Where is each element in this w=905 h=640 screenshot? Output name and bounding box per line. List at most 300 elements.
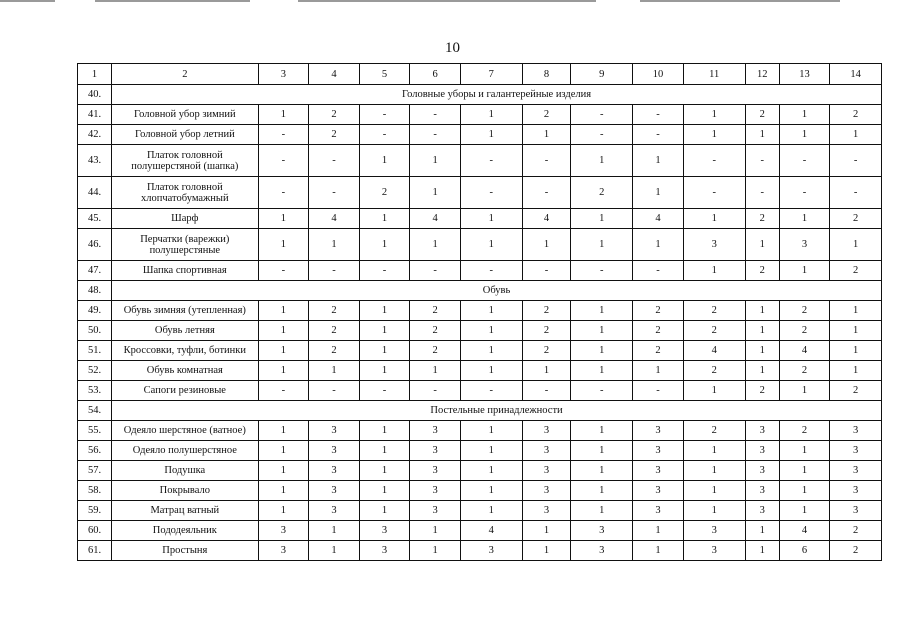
value-cell: 1: [258, 441, 309, 461]
value-cell: 3: [683, 229, 745, 261]
section-title: Обувь: [112, 281, 882, 301]
value-cell: 1: [571, 501, 633, 521]
value-cell: 1: [460, 361, 522, 381]
item-name: Матрац ватный: [112, 501, 259, 521]
row-number: 49.: [78, 301, 112, 321]
value-cell: 1: [571, 481, 633, 501]
table-row: [78, 209, 882, 229]
value-cell: 2: [745, 105, 779, 125]
scan-edge-line: [298, 0, 596, 2]
value-cell: -: [359, 381, 410, 401]
value-cell: -: [359, 105, 410, 125]
value-cell: 2: [683, 421, 745, 441]
value-cell: 2: [633, 321, 684, 341]
value-cell: 1: [410, 177, 461, 209]
scan-edge-line: [95, 0, 250, 2]
item-name: Головной убор зимний: [112, 105, 259, 125]
row-number: 55.: [78, 421, 112, 441]
column-number-cell: 11: [683, 64, 745, 85]
table-row: [78, 461, 882, 481]
row-number: 45.: [78, 209, 112, 229]
value-cell: 3: [522, 441, 571, 461]
value-cell: 3: [410, 461, 461, 481]
value-cell: 3: [633, 461, 684, 481]
value-cell: 1: [460, 481, 522, 501]
value-cell: 3: [633, 501, 684, 521]
value-cell: -: [683, 145, 745, 177]
value-cell: 2: [359, 177, 410, 209]
value-cell: 1: [779, 501, 830, 521]
value-cell: 1: [683, 481, 745, 501]
value-cell: -: [779, 145, 830, 177]
value-cell: 1: [571, 145, 633, 177]
value-cell: 3: [258, 541, 309, 561]
value-cell: 1: [830, 301, 882, 321]
value-cell: 1: [745, 125, 779, 145]
value-cell: 2: [830, 521, 882, 541]
value-cell: 1: [359, 321, 410, 341]
item-name: Обувь летняя: [112, 321, 259, 341]
value-cell: 3: [359, 521, 410, 541]
value-cell: 2: [830, 381, 882, 401]
row-number: 47.: [78, 261, 112, 281]
value-cell: 2: [745, 261, 779, 281]
value-cell: 1: [460, 501, 522, 521]
value-cell: -: [258, 145, 309, 177]
row-number: 58.: [78, 481, 112, 501]
value-cell: 1: [460, 229, 522, 261]
value-cell: -: [460, 145, 522, 177]
value-cell: 1: [522, 229, 571, 261]
value-cell: 2: [779, 321, 830, 341]
table-row: [78, 541, 882, 561]
value-cell: 3: [309, 501, 360, 521]
table-row: [78, 501, 882, 521]
value-cell: 1: [745, 361, 779, 381]
value-cell: 3: [745, 441, 779, 461]
column-number-cell: 5: [359, 64, 410, 85]
value-cell: 3: [522, 481, 571, 501]
row-number: 46.: [78, 229, 112, 261]
item-name: Шапка спортивная: [112, 261, 259, 281]
value-cell: 4: [410, 209, 461, 229]
section-title: Головные уборы и галантерейные изделия: [112, 85, 882, 105]
value-cell: 3: [571, 541, 633, 561]
value-cell: -: [410, 261, 461, 281]
value-cell: 1: [633, 177, 684, 209]
value-cell: 3: [745, 501, 779, 521]
value-cell: 1: [460, 125, 522, 145]
value-cell: 2: [745, 209, 779, 229]
value-cell: 3: [522, 461, 571, 481]
value-cell: 1: [779, 381, 830, 401]
row-number: 50.: [78, 321, 112, 341]
value-cell: -: [522, 145, 571, 177]
value-cell: 3: [633, 481, 684, 501]
value-cell: -: [359, 125, 410, 145]
value-cell: 1: [522, 125, 571, 145]
section-row: [78, 401, 882, 421]
item-name: Платок головной хлопчатобумажный: [112, 177, 259, 209]
value-cell: 1: [410, 229, 461, 261]
value-cell: 1: [359, 441, 410, 461]
value-cell: 1: [258, 301, 309, 321]
value-cell: 3: [522, 421, 571, 441]
value-cell: 3: [745, 421, 779, 441]
value-cell: -: [633, 261, 684, 281]
value-cell: 1: [460, 461, 522, 481]
value-cell: 1: [522, 521, 571, 541]
table-row: [78, 229, 882, 261]
item-name: Платок головной полушерстяной (шапка): [112, 145, 259, 177]
value-cell: 2: [779, 361, 830, 381]
value-cell: 1: [571, 209, 633, 229]
value-cell: 1: [779, 125, 830, 145]
value-cell: 1: [258, 421, 309, 441]
value-cell: -: [309, 261, 360, 281]
column-number-cell: 2: [112, 64, 259, 85]
value-cell: 2: [522, 341, 571, 361]
item-name: Перчатки (варежки) полушерстяные: [112, 229, 259, 261]
value-cell: 3: [779, 229, 830, 261]
value-cell: 3: [633, 441, 684, 461]
value-cell: 1: [359, 481, 410, 501]
value-cell: 3: [633, 421, 684, 441]
value-cell: 1: [359, 229, 410, 261]
value-cell: 3: [830, 501, 882, 521]
table-row: [78, 381, 882, 401]
norms-table: [77, 63, 882, 561]
item-name: Простыня: [112, 541, 259, 561]
value-cell: 2: [779, 301, 830, 321]
value-cell: 1: [683, 209, 745, 229]
value-cell: 1: [258, 229, 309, 261]
row-number: 41.: [78, 105, 112, 125]
value-cell: -: [359, 261, 410, 281]
value-cell: 1: [258, 481, 309, 501]
value-cell: 3: [460, 541, 522, 561]
value-cell: 1: [460, 441, 522, 461]
value-cell: 2: [779, 421, 830, 441]
column-number-cell: 14: [830, 64, 882, 85]
value-cell: -: [258, 261, 309, 281]
value-cell: 2: [633, 341, 684, 361]
value-cell: 1: [779, 461, 830, 481]
value-cell: 1: [633, 229, 684, 261]
value-cell: -: [779, 177, 830, 209]
value-cell: 3: [830, 441, 882, 461]
column-number-cell: 6: [410, 64, 461, 85]
value-cell: 4: [309, 209, 360, 229]
value-cell: -: [571, 381, 633, 401]
value-cell: 3: [410, 501, 461, 521]
value-cell: 1: [309, 229, 360, 261]
column-number-cell: 1: [78, 64, 112, 85]
value-cell: -: [830, 145, 882, 177]
value-cell: 1: [258, 105, 309, 125]
table-row: [78, 341, 882, 361]
value-cell: 2: [571, 177, 633, 209]
value-cell: 3: [571, 521, 633, 541]
value-cell: 1: [359, 145, 410, 177]
item-name: Шарф: [112, 209, 259, 229]
value-cell: 2: [683, 321, 745, 341]
value-cell: 1: [460, 105, 522, 125]
value-cell: -: [571, 105, 633, 125]
value-cell: 1: [683, 125, 745, 145]
table-row: [78, 521, 882, 541]
value-cell: 1: [410, 521, 461, 541]
table-row: [78, 421, 882, 441]
value-cell: 4: [779, 341, 830, 361]
value-cell: 1: [410, 541, 461, 561]
value-cell: 1: [683, 501, 745, 521]
item-name: Сапоги резиновые: [112, 381, 259, 401]
value-cell: -: [309, 381, 360, 401]
table-row: [78, 261, 882, 281]
column-number-cell: 4: [309, 64, 360, 85]
value-cell: 1: [683, 261, 745, 281]
value-cell: -: [460, 177, 522, 209]
value-cell: 3: [830, 481, 882, 501]
value-cell: 1: [745, 521, 779, 541]
item-name: Подушка: [112, 461, 259, 481]
row-number: 44.: [78, 177, 112, 209]
value-cell: 3: [309, 441, 360, 461]
value-cell: 1: [522, 541, 571, 561]
row-number: 48.: [78, 281, 112, 301]
value-cell: 1: [633, 361, 684, 381]
value-cell: -: [830, 177, 882, 209]
table-row: [78, 125, 882, 145]
value-cell: 3: [830, 421, 882, 441]
table-row: [78, 301, 882, 321]
value-cell: 1: [571, 441, 633, 461]
value-cell: 2: [683, 361, 745, 381]
table-row: [78, 481, 882, 501]
value-cell: 2: [309, 321, 360, 341]
column-number-cell: 3: [258, 64, 309, 85]
column-number-cell: 12: [745, 64, 779, 85]
value-cell: 1: [258, 341, 309, 361]
value-cell: 1: [258, 321, 309, 341]
value-cell: 1: [745, 321, 779, 341]
value-cell: 3: [745, 461, 779, 481]
column-number-cell: 7: [460, 64, 522, 85]
value-cell: 2: [309, 105, 360, 125]
value-cell: 4: [683, 341, 745, 361]
value-cell: 1: [460, 421, 522, 441]
value-cell: 1: [633, 145, 684, 177]
value-cell: -: [633, 125, 684, 145]
section-title: Постельные принадлежности: [112, 401, 882, 421]
value-cell: 2: [522, 301, 571, 321]
value-cell: 1: [571, 421, 633, 441]
value-cell: 1: [779, 105, 830, 125]
item-name: Пододеяльник: [112, 521, 259, 541]
item-name: Кроссовки, туфли, ботинки: [112, 341, 259, 361]
item-name: Покрывало: [112, 481, 259, 501]
row-number: 54.: [78, 401, 112, 421]
column-number-cell: 10: [633, 64, 684, 85]
value-cell: 1: [359, 301, 410, 321]
scan-edge-line: [0, 0, 55, 2]
table-body: [78, 64, 882, 561]
value-cell: 1: [522, 361, 571, 381]
value-cell: 2: [830, 261, 882, 281]
value-cell: 1: [571, 341, 633, 361]
value-cell: 1: [309, 521, 360, 541]
value-cell: 1: [258, 209, 309, 229]
item-name: Обувь комнатная: [112, 361, 259, 381]
value-cell: 1: [410, 145, 461, 177]
value-cell: 1: [258, 461, 309, 481]
value-cell: 1: [745, 301, 779, 321]
value-cell: 1: [258, 361, 309, 381]
value-cell: 1: [410, 361, 461, 381]
row-number: 61.: [78, 541, 112, 561]
header-row: [78, 64, 882, 85]
value-cell: -: [410, 125, 461, 145]
value-cell: 1: [830, 341, 882, 361]
value-cell: -: [633, 381, 684, 401]
value-cell: -: [522, 177, 571, 209]
value-cell: 4: [779, 521, 830, 541]
value-cell: 2: [683, 301, 745, 321]
value-cell: 1: [745, 229, 779, 261]
value-cell: 1: [683, 461, 745, 481]
value-cell: 4: [522, 209, 571, 229]
value-cell: 2: [830, 541, 882, 561]
value-cell: 1: [779, 261, 830, 281]
value-cell: 1: [830, 229, 882, 261]
value-cell: -: [571, 261, 633, 281]
value-cell: 1: [309, 541, 360, 561]
value-cell: 1: [830, 361, 882, 381]
value-cell: 1: [460, 341, 522, 361]
value-cell: 1: [633, 521, 684, 541]
value-cell: -: [460, 261, 522, 281]
value-cell: 1: [779, 481, 830, 501]
value-cell: 3: [258, 521, 309, 541]
value-cell: 2: [830, 209, 882, 229]
value-cell: -: [522, 381, 571, 401]
value-cell: -: [745, 145, 779, 177]
value-cell: 2: [830, 105, 882, 125]
value-cell: 1: [359, 361, 410, 381]
value-cell: 2: [309, 301, 360, 321]
value-cell: 3: [359, 541, 410, 561]
value-cell: 1: [309, 361, 360, 381]
row-number: 40.: [78, 85, 112, 105]
value-cell: 2: [410, 321, 461, 341]
value-cell: -: [309, 145, 360, 177]
table-row: [78, 441, 882, 461]
table-row: [78, 321, 882, 341]
value-cell: 1: [779, 441, 830, 461]
value-cell: 1: [830, 125, 882, 145]
value-cell: 3: [745, 481, 779, 501]
table-row: [78, 177, 882, 209]
value-cell: 4: [460, 521, 522, 541]
value-cell: 1: [359, 461, 410, 481]
value-cell: 2: [410, 341, 461, 361]
value-cell: 1: [571, 229, 633, 261]
value-cell: 3: [309, 421, 360, 441]
row-number: 53.: [78, 381, 112, 401]
value-cell: 1: [633, 541, 684, 561]
row-number: 43.: [78, 145, 112, 177]
value-cell: 3: [410, 441, 461, 461]
value-cell: -: [258, 125, 309, 145]
value-cell: 3: [309, 481, 360, 501]
section-row: [78, 85, 882, 105]
value-cell: 1: [745, 341, 779, 361]
row-number: 51.: [78, 341, 112, 361]
value-cell: 1: [779, 209, 830, 229]
value-cell: -: [410, 381, 461, 401]
value-cell: 1: [571, 361, 633, 381]
row-number: 59.: [78, 501, 112, 521]
value-cell: 2: [633, 301, 684, 321]
column-number-cell: 8: [522, 64, 571, 85]
value-cell: 3: [830, 461, 882, 481]
row-number: 42.: [78, 125, 112, 145]
page-number: 10: [445, 40, 460, 56]
value-cell: 2: [309, 125, 360, 145]
value-cell: -: [633, 105, 684, 125]
value-cell: -: [522, 261, 571, 281]
value-cell: 1: [830, 321, 882, 341]
value-cell: 3: [683, 521, 745, 541]
value-cell: 1: [359, 501, 410, 521]
value-cell: -: [410, 105, 461, 125]
item-name: Одеяло шерстяное (ватное): [112, 421, 259, 441]
value-cell: 2: [522, 105, 571, 125]
value-cell: 1: [359, 341, 410, 361]
value-cell: 3: [683, 541, 745, 561]
value-cell: -: [309, 177, 360, 209]
value-cell: 3: [309, 461, 360, 481]
value-cell: -: [258, 381, 309, 401]
value-cell: 1: [571, 321, 633, 341]
value-cell: 1: [460, 301, 522, 321]
row-number: 60.: [78, 521, 112, 541]
section-row: [78, 281, 882, 301]
value-cell: 3: [410, 481, 461, 501]
table-row: [78, 105, 882, 125]
table-row: [78, 145, 882, 177]
scan-edge-line: [640, 0, 840, 2]
row-number: 56.: [78, 441, 112, 461]
value-cell: 3: [522, 501, 571, 521]
row-number: 57.: [78, 461, 112, 481]
value-cell: 1: [258, 501, 309, 521]
value-cell: 1: [683, 105, 745, 125]
value-cell: 2: [522, 321, 571, 341]
item-name: Обувь зимняя (утепленная): [112, 301, 259, 321]
value-cell: -: [745, 177, 779, 209]
value-cell: 6: [779, 541, 830, 561]
value-cell: -: [683, 177, 745, 209]
value-cell: 2: [309, 341, 360, 361]
table-row: [78, 361, 882, 381]
value-cell: -: [258, 177, 309, 209]
value-cell: 3: [410, 421, 461, 441]
value-cell: 2: [410, 301, 461, 321]
column-number-cell: 9: [571, 64, 633, 85]
value-cell: 1: [745, 541, 779, 561]
